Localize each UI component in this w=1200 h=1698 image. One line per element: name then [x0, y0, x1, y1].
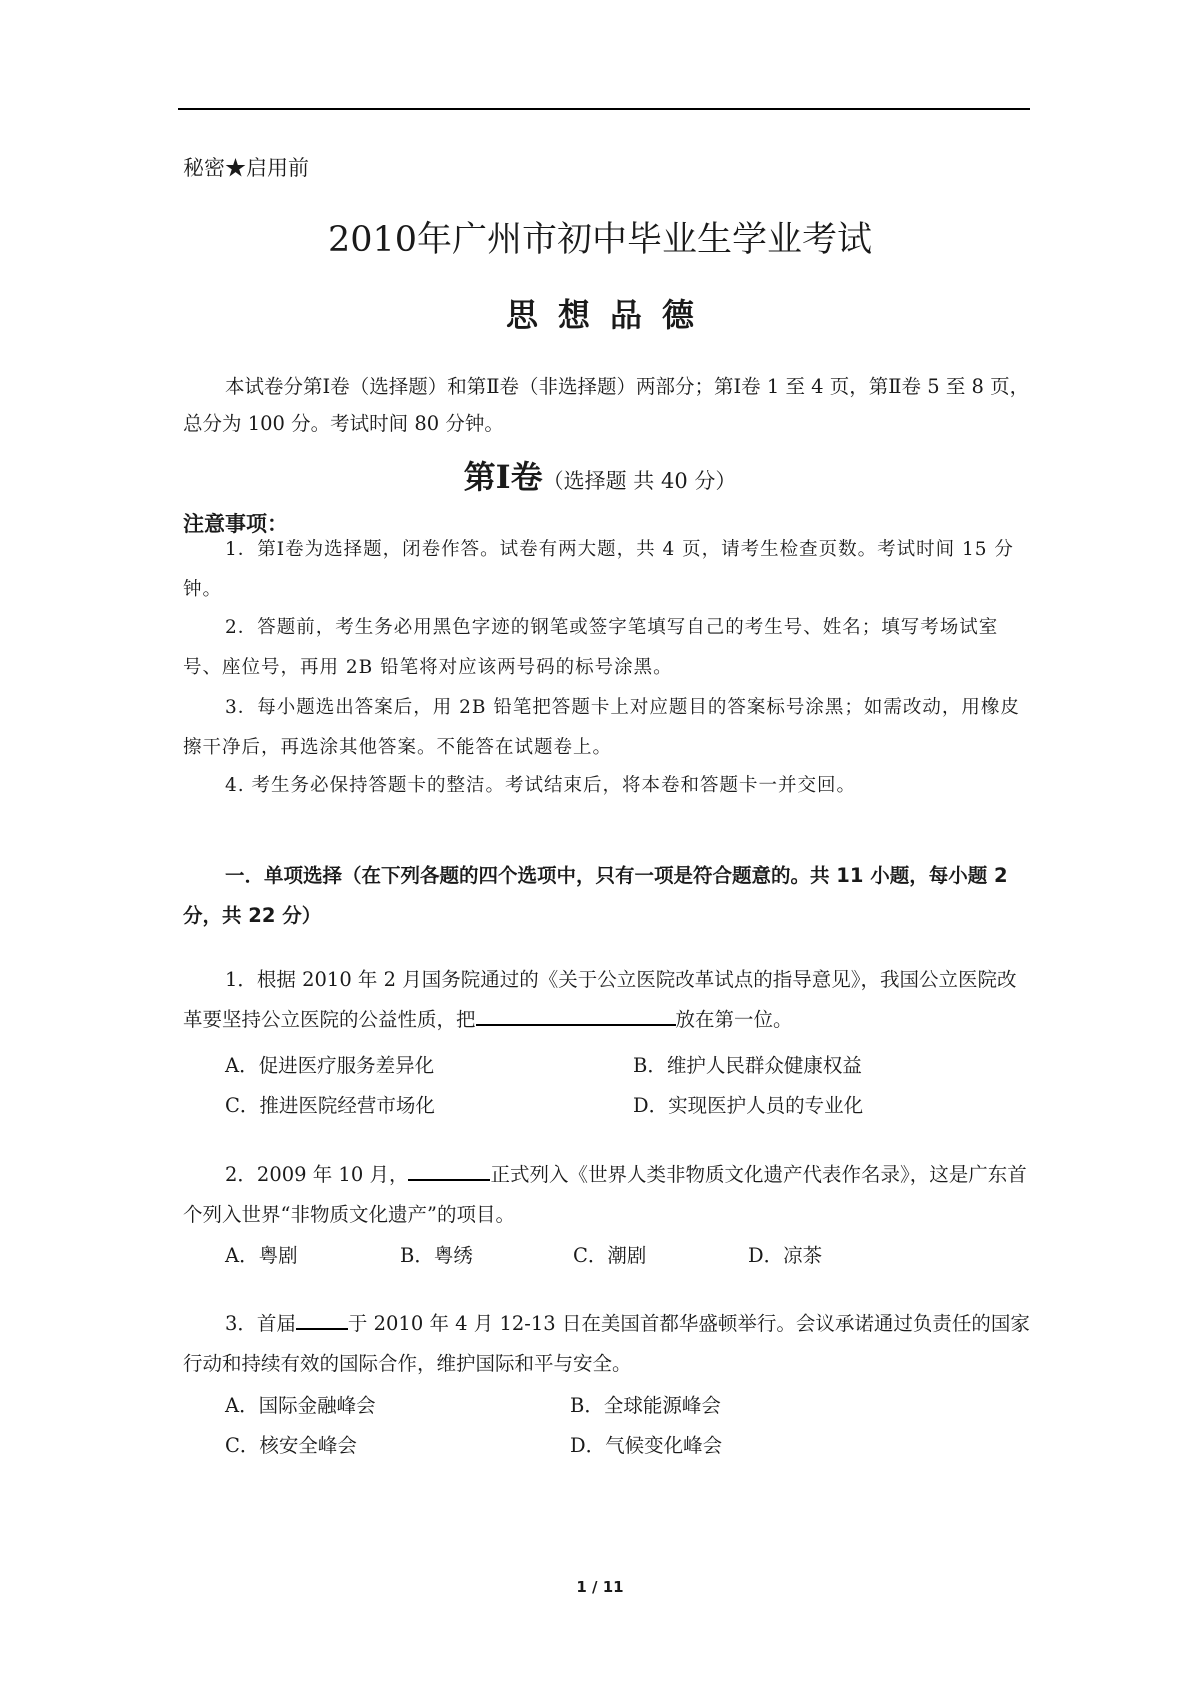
question-2-option-b: B．粤绣: [400, 1244, 473, 1267]
notice-item: 4. 考生务必保持答题卡的整洁。考试结束后，将本卷和答题卡一并交回。: [225, 775, 857, 796]
intro-paragraph: 本试卷分第Ⅰ卷（选择题）和第Ⅱ卷（非选择题）两部分；第Ⅰ卷 1 至 4 页，第Ⅱ卷 5 至 8 页，总分为 100 分。考试时间 80 分钟。: [183, 375, 1030, 435]
question-3-option-c: C．核安全峰会: [225, 1434, 357, 1457]
question-2-stem-after: 正式列入《世界人类非物质文化遗产代表作名录》，这是广东首个列入世界“非物质文化遗产”的项目。: [183, 1163, 1027, 1226]
header-rule: [178, 108, 1030, 110]
question-3-option-b: B．全球能源峰会: [570, 1394, 721, 1417]
question-1-stem-after: 放在第一位。: [675, 1008, 793, 1031]
question-2-option-c: C．潮剧: [573, 1244, 647, 1267]
question-3-stem-before: 3．首届: [225, 1312, 296, 1335]
answer-blank: [476, 1004, 676, 1026]
question-1-option-a: A．促进医疗服务差异化: [225, 1054, 435, 1077]
confidential-label: 秘密★启用前: [183, 156, 309, 180]
question-2-option-a: A．粤剧: [225, 1244, 298, 1267]
notice-item: 1．第Ⅰ卷为选择题，闭卷作答。试卷有两大题，共 4 页，请考生检查页数。考试时间 15 分钟。: [183, 539, 1014, 600]
volume-heading: [0, 452, 1200, 498]
question-1-option-b: B．维护人民群众健康权益: [633, 1054, 862, 1077]
question-1-stem-before: 1．根据 2010 年 2 月国务院通过的《关于公立医院改革试点的指导意见》，我国公立医院改革要坚持公立医院的公益性质，把: [183, 968, 1017, 1031]
question-2-stem: [183, 1155, 1033, 1235]
question-1-option-d: D．实现医护人员的专业化: [633, 1094, 864, 1117]
answer-blank: [296, 1308, 348, 1330]
question-2-option-d: D．凉茶: [748, 1244, 823, 1267]
notice-heading: 注意事项：: [183, 512, 288, 536]
volume-name: 第Ⅰ卷: [463, 458, 543, 496]
notice-item: 2．答题前，考生务必用黑色字迹的钢笔或签字笔填写自己的考生号、姓名；填写考场试室号、座位号，再用 2B 铅笔将对应该两号码的标号涂黑。: [183, 617, 999, 678]
section-heading: 一．单项选择（在下列各题的四个选项中，只有一项是符合题意的。共 11 小题，每小题 2 分，共 22 分）: [183, 864, 1008, 927]
question-3-stem: [183, 1304, 1033, 1384]
subject-title: 思想品德: [505, 296, 714, 334]
exam-title: 2010年广州市初中毕业生学业考试: [327, 220, 873, 260]
question-1-option-c: C．推进医院经营市场化: [225, 1094, 435, 1117]
notice-item: 3．每小题选出答案后，用 2B 铅笔把答题卡上对应题目的答案标号涂黑；如需改动，用橡皮擦干净后，再选涂其他答案。不能答在试题卷上。: [183, 697, 1020, 758]
question-2-stem-before: 2．2009 年 10 月，: [225, 1163, 409, 1186]
question-3-option-a: A．国际金融峰会: [225, 1394, 376, 1417]
page-number: 1 / 11: [576, 1578, 624, 1596]
question-3-option-d: D．气候变化峰会: [570, 1434, 723, 1457]
question-3-stem-after: 于 2010 年 4 月 12-13 日在美国首都华盛顿举行。会议承诺通过负责任的国家行动和持续有效的国际合作，维护国际和平与安全。: [183, 1312, 1030, 1375]
volume-note: （选择题 共 40 分）: [542, 469, 737, 493]
answer-blank: [408, 1159, 490, 1181]
question-1-stem: [183, 960, 1033, 1040]
